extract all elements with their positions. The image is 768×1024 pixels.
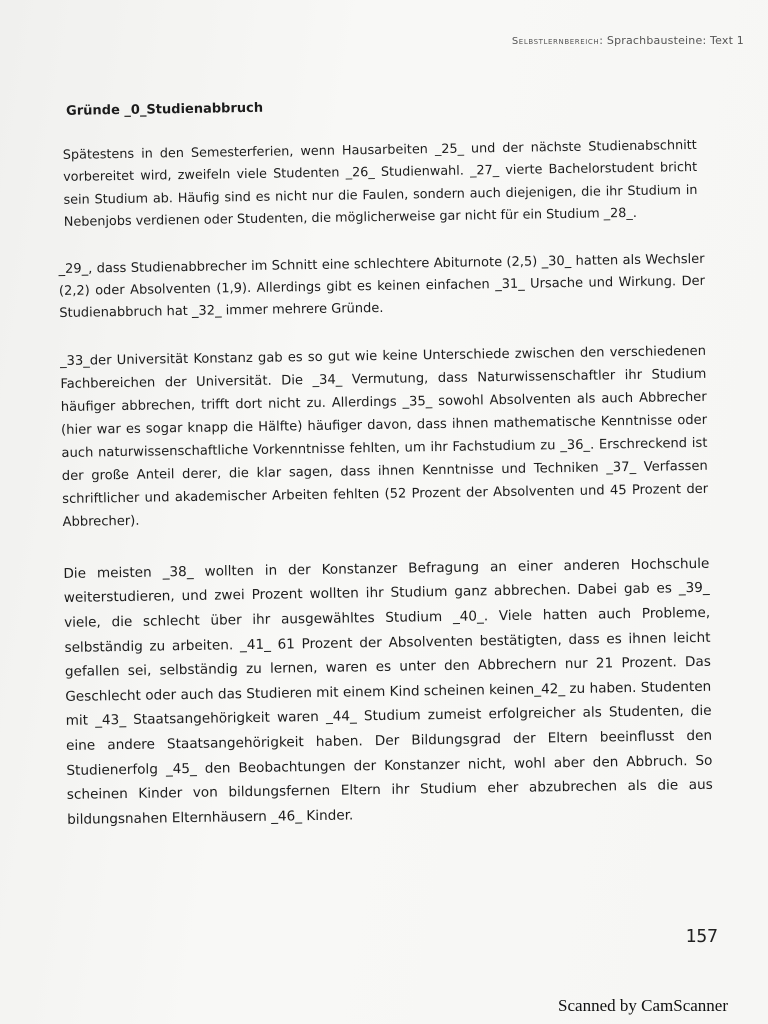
paragraph-1: Spätestens in den Semesterferien, wenn Hausarbeiten _25_ und der nächste Studienabschnitt vorbereitet wird, zweifeln viele Studenten _26_ Studienwahl. _27_ vierte Bachelorstudent bricht sein Studium ab. Häufig sind es nicht nur die Faulen, sondern auch diejenigen, die ihr Studium in Nebenjobs verdienen oder Studenten, die möglicherweise gar nicht für ein Studium _28_. [62,137,698,231]
document-title: Gründe _0_Studienabbruch [65,100,264,119]
running-head [512,34,744,47]
running-head-section: Selbstlernbereich [511,36,600,47]
paragraph-3: _33_der Universität Konstanz gab es so gut wie keine Unterschiede zwischen den verschiedenen Fachbereichen der Universität. Die _34_ Vermutung, dass Naturwissenschaftler ihr Studium häufiger abbrechen, trifft dort nicht zu. Allerdings _35_ sowohl Absolventen als auch Abbrecher (hier war es sogar knapp die Hälfte) häufiger davon, dass ihnen mathematische Kenntnisse oder auch naturwissenschaftliche Vorkenntnisse fehlten, um ihr Fachstudium zu _36_. Erschreckend ist der große Anteil derer, die klar sagen, dass ihnen Kenntnisse und Techniken _37_ Verfassen schriftlicher und akademischer Arbeiten fehlten (52 Prozent der Absolventen und 45 Prozent der Abbrecher). [59,343,709,530]
paragraph-4: Die meisten _38_ wollten in der Konstanzer Befragung an einer anderen Hochschule weiterstudieren, und zwei Prozent wollten ihr Studium ganz abbrechen. Dabei gab es _39_ viele, die schlecht über ihr ausgewähltes Studium _40_. Viele hatten auch Probleme, selbständig zu arbeiten. _41_ 61 Prozent der Absolventen bestätigten, dass es ihnen leicht gefallen sei, selbständig zu lernen, waren es unter den Abbrechern nur 21 Prozent. Das Geschlecht oder auch das Studieren mit einem Kind scheinen keinen_42_ zu haben. Studenten mit _43_ Staatsangehörigkeit waren _44_ Studium zumeist erfolgreicher als Studenten, die eine andere Staatsangehörigkeit haben. Der Bildungsgrad der Eltern beeinflusst den Studienerfolg _45_ den Beobachtungen der Konstanzer nicht, wohl aber den Abbruch. So scheinen Kinder von bildungsfernen Eltern ihr Studium eher abzubrechen als die aus bildungsnahen Elternhäusern _46_ Kinder. [63,555,713,828]
page-number: 157 [685,926,718,947]
scanner-watermark: Scanned by CamScanner [558,996,728,1015]
running-head-topic: Sprachbausteine: Text 1 [606,34,744,47]
paragraph-2: _29_, dass Studienabbrecher im Schnitt eine schlechtere Abiturnote (2,5) _30_ hatten als Wechsler (2,2) oder Absolventen (1,9). Allerdings gibt es keinen einfachen _31_ Ursache und Wirkung. Der Studienabbruch hat _32_ immer mehrere Gründe. [58,251,705,322]
document-body [56,94,714,856]
running-head-separator: : [599,34,607,47]
